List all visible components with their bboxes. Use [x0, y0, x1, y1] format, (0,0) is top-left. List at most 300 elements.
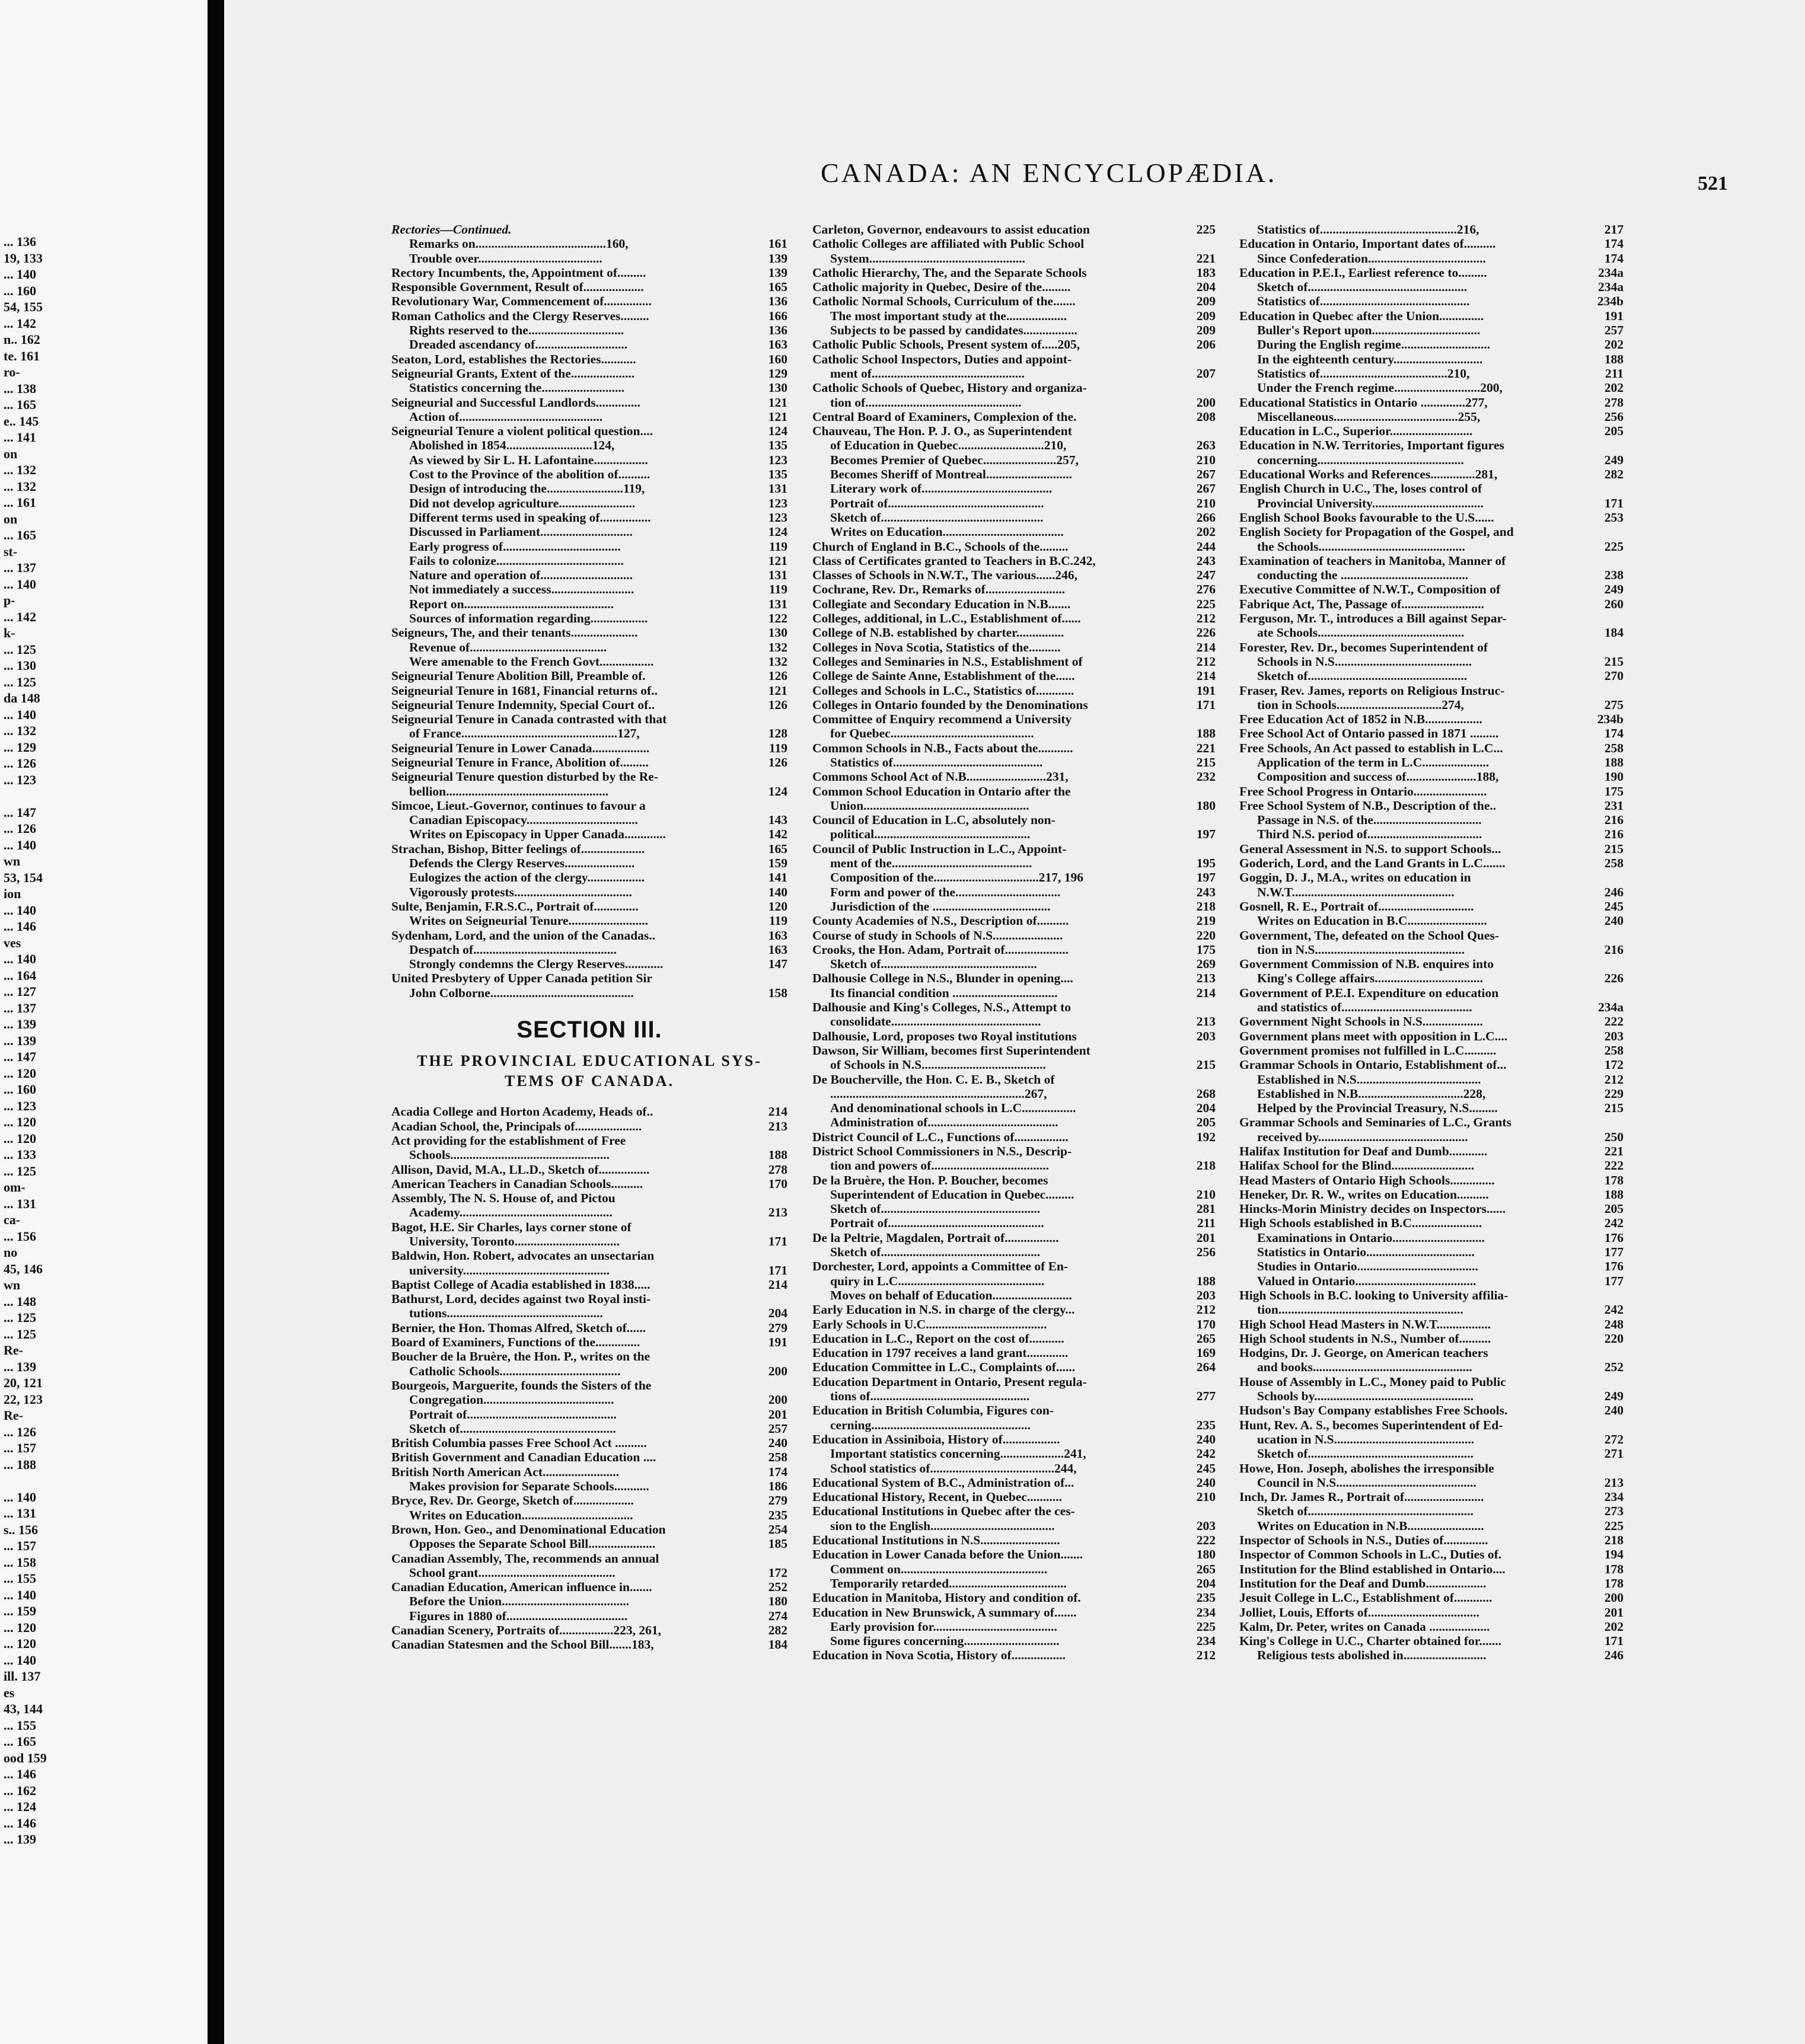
- index-column-1: [391, 222, 787, 1652]
- index-entry: [1239, 1605, 1624, 1620]
- index-entry-text: Fabrique Act, The, Passage of..........................: [1239, 596, 1484, 611]
- index-entry-text: School statistics of.......................................244,: [830, 1461, 1077, 1475]
- index-entry-text: Responsible Government, Result of...................: [391, 280, 644, 295]
- index-entry: [391, 222, 787, 237]
- index-entry-text: Seigneurial Tenure question disturbed by the Re-: [391, 769, 658, 784]
- index-entry: [391, 971, 787, 985]
- index-entry-text: concerning..............................................: [1257, 452, 1464, 467]
- index-entry: [812, 438, 1216, 452]
- index-entry-page: 119: [768, 539, 787, 554]
- index-entry-text: Executive Committee of N.W.T., Composition of: [1239, 582, 1501, 597]
- index-entry: [812, 1317, 1216, 1331]
- index-entry: [812, 1000, 1216, 1014]
- index-entry-page: 215: [1604, 654, 1624, 669]
- index-entry: [1239, 424, 1624, 438]
- index-entry-text: Did not develop agriculture........................: [409, 496, 636, 510]
- index-entry: [812, 1173, 1216, 1187]
- index-entry-text: Sketch of.................................................: [409, 1421, 616, 1436]
- index-entry: [391, 943, 787, 957]
- index-entry: [1239, 352, 1624, 366]
- index-entry: [391, 712, 787, 726]
- index-entry: [812, 654, 1216, 669]
- index-entry-text: Education in British Columbia, Figures con-: [812, 1403, 1054, 1418]
- index-entry-page: 197: [1196, 827, 1216, 842]
- index-entry-text: Government, The, defeated on the School Ques-: [1239, 928, 1499, 943]
- index-entry: [812, 726, 1216, 740]
- index-entry-text: Discussed in Parliament.............................: [409, 525, 633, 539]
- index-entry-page: 218: [1196, 1158, 1216, 1173]
- index-entry: [812, 1605, 1216, 1620]
- index-entry-page: 203: [1196, 1518, 1216, 1533]
- index-entry: [812, 525, 1216, 539]
- index-entry-page: 176: [1604, 1259, 1624, 1274]
- index-entry: [812, 266, 1216, 280]
- index-entry-text: Colleges in Nova Scotia, Statistics of the..........: [812, 640, 1061, 654]
- index-entry-text: Council in N.S............................................: [1257, 1475, 1476, 1490]
- index-entry-text: Revenue of...........................................: [409, 640, 607, 654]
- index-entry: [1239, 799, 1624, 813]
- index-entry-text: Union....................................................: [830, 798, 1029, 813]
- index-entry-text: Portrait of.................................................: [830, 1216, 1044, 1231]
- index-entry-text: Established in N.S.......................................: [1257, 1072, 1481, 1087]
- index-entry-text: Class of Certificates granted to Teachers in B.C.242,: [812, 553, 1096, 568]
- index-entry-text: Early Education in N.S. in charge of the clergy...: [812, 1302, 1075, 1317]
- index-entry-page: 178: [1604, 1561, 1624, 1576]
- section-subtitle: [391, 1051, 787, 1091]
- index-entry: [812, 1634, 1216, 1648]
- index-entry-page: 250: [1604, 1129, 1624, 1144]
- index-entry-page: 279: [768, 1320, 787, 1335]
- index-entry-text: Becomes Premier of Quebec.......................257,: [830, 452, 1079, 467]
- index-entry-page: 247: [1196, 568, 1216, 583]
- index-entry: [1239, 309, 1624, 323]
- index-entry-page: 258: [1604, 1043, 1624, 1058]
- index-entry: [1239, 1087, 1624, 1101]
- index-entry: [812, 1648, 1216, 1662]
- index-entry-page: 210: [1196, 1187, 1216, 1202]
- index-entry-page: 160: [768, 352, 787, 366]
- index-entry: [812, 1288, 1216, 1302]
- index-entry-page: 201: [1604, 1605, 1624, 1620]
- index-entry-text: Ferguson, Mr. T., introduces a Bill against Separ-: [1239, 611, 1507, 626]
- index-entry: [1239, 1375, 1624, 1389]
- index-entry-text: Statistics concerning the..........................: [409, 381, 625, 395]
- index-entry: [391, 1479, 787, 1493]
- index-entry: [812, 280, 1216, 294]
- index-entry-page: 226: [1196, 625, 1216, 640]
- index-entry-page: 210: [1196, 452, 1216, 467]
- index-entry-text: Simcoe, Lieut.-Governor, continues to favour a: [391, 798, 646, 813]
- index-entry-text: tion of.................................................: [830, 395, 1022, 410]
- index-entry: [1239, 1173, 1624, 1187]
- index-entry: [812, 712, 1216, 726]
- index-entry-text: Seigneurial Grants, Extent of the....................: [391, 366, 635, 381]
- index-entry-text: Government promises not fulfilled in L.C..........: [1239, 1043, 1497, 1058]
- index-entry: [1239, 1144, 1624, 1158]
- index-entry: [812, 1087, 1216, 1101]
- index-entry: [812, 1158, 1216, 1173]
- index-entry: [812, 337, 1216, 352]
- index-entry-text: Statistics of...............................................: [1257, 294, 1470, 309]
- index-entry: [1239, 337, 1624, 352]
- index-entry: [1239, 1620, 1624, 1634]
- index-entry: [812, 986, 1216, 1000]
- index-entry: [391, 539, 787, 554]
- index-entry-page: 122: [768, 611, 787, 626]
- index-entry: [812, 1519, 1216, 1533]
- section-subtitle-line-2: TEMS OF CANADA.: [505, 1072, 674, 1090]
- index-entry-text: Canadian Episcopacy...................................: [409, 813, 638, 828]
- index-entry: [1239, 899, 1624, 914]
- index-entry-page: 206: [1196, 337, 1216, 352]
- index-entry: [1239, 870, 1624, 884]
- index-entry-text: Central Board of Examiners, Complexion of the.: [812, 409, 1077, 424]
- index-entry: [391, 1522, 787, 1537]
- index-entry: [391, 510, 787, 525]
- index-entry-page: 171: [768, 1234, 787, 1248]
- index-entry-text: Bourgeois, Marguerite, founds the Sisters of the: [391, 1378, 652, 1393]
- index-entry: [391, 669, 787, 683]
- index-entry: [812, 1432, 1216, 1446]
- index-entry-text: ment of the............................................: [830, 856, 1032, 871]
- index-entry-text: ate Schools..............................................: [1257, 625, 1465, 640]
- index-entry-page: 221: [1196, 740, 1216, 755]
- index-entry-page: 218: [1604, 1533, 1624, 1548]
- index-entry-text: Miscellaneous.......................................255,: [1257, 409, 1481, 424]
- index-entry-page: 257: [1604, 323, 1624, 338]
- index-entry-text: Religious tests abolished in..........................: [1257, 1648, 1487, 1663]
- index-entry: [812, 597, 1216, 611]
- index-entry-page: 175: [1196, 942, 1216, 957]
- index-entry-text: Free Education Act of 1852 in N.B..................: [1239, 712, 1482, 727]
- index-entry-text: Council of Education in L.C, absolutely non-: [812, 813, 1055, 828]
- index-entry-page: 207: [1196, 366, 1216, 381]
- index-entry-text: Portrait of...............................................: [409, 1407, 617, 1422]
- index-entry-page: 267: [1196, 481, 1216, 496]
- index-entry-text: Seaton, Lord, establishes the Rectories...........: [391, 352, 636, 366]
- index-entry-text: Government Commission of N.B. enquires into: [1239, 957, 1494, 972]
- index-entry: [1239, 1547, 1624, 1561]
- index-entry: [1239, 467, 1624, 481]
- index-entry: [1239, 1043, 1624, 1058]
- index-entry: [812, 1058, 1216, 1072]
- index-entry-page: 225: [1604, 1518, 1624, 1533]
- index-entry-page: 220: [1196, 928, 1216, 943]
- index-entry: [1239, 1302, 1624, 1317]
- index-entry: [812, 1216, 1216, 1230]
- index-entry: [391, 726, 787, 740]
- index-entry: [391, 1493, 787, 1508]
- index-entry-page: 240: [1604, 1403, 1624, 1418]
- index-entry-page: 226: [1604, 971, 1624, 986]
- index-entry-text: Seigneurial Tenure in France, Abolition of.........: [391, 755, 649, 769]
- index-entry-text: Commons School Act of N.B.........................231,: [812, 769, 1069, 784]
- index-entry: [812, 251, 1216, 266]
- index-entry: [391, 1637, 787, 1652]
- index-entry-text: for Quebec.............................................: [830, 726, 1034, 741]
- index-entry-page: 121: [768, 553, 787, 568]
- book-gutter: [208, 0, 224, 2044]
- index-entry-page: 174: [1604, 237, 1624, 251]
- index-entry: [812, 899, 1216, 914]
- index-entry: [812, 1331, 1216, 1346]
- page-number: 521: [1698, 173, 1728, 194]
- index-entry-text: English School Books favourable to the U.S......: [1239, 510, 1494, 525]
- index-entry-page: 225: [1604, 539, 1624, 554]
- index-entry: [812, 827, 1216, 841]
- index-entry: [1239, 1389, 1624, 1403]
- index-entry-text: Institution for the Blind established in Ontario....: [1239, 1561, 1506, 1576]
- index-entry-page: 120: [768, 899, 787, 914]
- index-entry-page: 136: [768, 294, 787, 309]
- index-entry: [391, 323, 787, 337]
- index-entry: [812, 914, 1216, 928]
- index-entry-text: Government plans meet with opposition in L.C....: [1239, 1029, 1508, 1043]
- index-entry-text: Statistics of........................................210,: [1257, 366, 1470, 381]
- index-entry-text: High School Head Masters in N.W.T.................: [1239, 1317, 1491, 1331]
- index-entry-page: 177: [1604, 1245, 1624, 1260]
- index-entry: [1239, 438, 1624, 452]
- index-entry-text: Dalhousie College in N.S., Blunder in opening....: [812, 971, 1073, 986]
- index-entry: [812, 640, 1216, 654]
- index-entry-page: 282: [768, 1623, 787, 1638]
- index-entry: [391, 237, 787, 251]
- index-entry-text: ment of................................................: [830, 366, 1025, 381]
- index-entry: [1239, 1231, 1624, 1245]
- index-entry-page: 119: [768, 740, 787, 755]
- index-entry: [812, 870, 1216, 884]
- index-entry-text: Catholic Colleges are affiliated with Public School: [812, 237, 1085, 251]
- index-entry-page: 174: [1604, 251, 1624, 266]
- index-entry: [1239, 1202, 1624, 1216]
- index-entry-page: 234b: [1597, 294, 1624, 309]
- index-entry-text: Education Committee in L.C., Complaints of......: [812, 1360, 1076, 1375]
- index-entry-text: quiry in L.C..............................................: [830, 1273, 1045, 1288]
- index-column-1-section-entries: [391, 1104, 787, 1652]
- index-entry-text: Strachan, Bishop, Bitter feelings of....................: [391, 841, 645, 856]
- index-entry: [391, 625, 787, 640]
- index-entry-text: Dorchester, Lord, appoints a Committee of En-: [812, 1259, 1069, 1274]
- index-entry-text: Acadian School, the, Principals of.....................: [391, 1119, 642, 1133]
- index-entry: [812, 943, 1216, 957]
- index-entry: [391, 741, 787, 755]
- index-entry-text: Common School Education in Ontario after the: [812, 784, 1071, 799]
- index-entry: [812, 1389, 1216, 1403]
- index-entry: [1239, 625, 1624, 640]
- index-entry-text: Allison, David, M.A., LL.D., Sketch of................: [391, 1162, 650, 1177]
- index-entry: [391, 1162, 787, 1177]
- index-entry-text: Literary work of.........................................: [830, 481, 1053, 496]
- index-entry-page: 211: [1197, 1216, 1216, 1231]
- index-entry-page: 215: [1196, 1058, 1216, 1072]
- index-entry-page: 210: [1196, 1490, 1216, 1505]
- index-entry-text: In the eighteenth century............................: [1257, 352, 1483, 366]
- index-entry: [391, 481, 787, 496]
- index-entry-text: Free Schools, An Act passed to establish in L.C...: [1239, 740, 1503, 755]
- index-entry-text: Abolished in 1854...........................124,: [409, 438, 615, 453]
- index-entry: [812, 1014, 1216, 1029]
- index-entry-text: Statistics of...............................................: [830, 755, 1043, 769]
- index-entry: [391, 1450, 787, 1464]
- index-entry-page: 218: [1196, 899, 1216, 914]
- index-entry: [812, 813, 1216, 827]
- index-entry-page: 204: [1196, 1576, 1216, 1591]
- index-entry-page: 249: [1604, 582, 1624, 597]
- index-entry: [1239, 1187, 1624, 1202]
- index-entry-text: Sketch of..................................................: [1257, 669, 1468, 684]
- index-entry-page: 174: [1604, 726, 1624, 741]
- index-entry: [812, 1115, 1216, 1129]
- index-entry-page: 242: [1196, 1446, 1216, 1461]
- index-entry-page: 188: [1604, 1187, 1624, 1202]
- index-entry-page: 170: [1196, 1317, 1216, 1331]
- index-entry: [391, 1609, 787, 1623]
- index-entry: [391, 1133, 787, 1148]
- index-entry-page: 188: [1196, 1273, 1216, 1288]
- index-entry-page: 214: [1196, 640, 1216, 654]
- index-entry: [391, 1407, 787, 1422]
- index-entry: [1239, 1115, 1624, 1129]
- index-entry-page: 205: [1604, 424, 1624, 439]
- index-entry-page: 214: [768, 1277, 787, 1292]
- index-entry-text: Inch, Dr. James R., Portrait of.........................: [1239, 1490, 1484, 1505]
- index-entry: [812, 453, 1216, 467]
- index-entry-text: Nature and operation of.............................: [409, 568, 633, 583]
- index-entry-text: Roman Catholics and the Clergy Reserves.........: [391, 308, 649, 323]
- index-entry-page: 215: [1604, 841, 1624, 856]
- index-entry-page: 216: [1604, 827, 1624, 842]
- index-entry-text: Writes on Education in N.B........................: [1257, 1518, 1484, 1533]
- index-entry: [391, 1623, 787, 1637]
- index-column-2: [812, 222, 1216, 1663]
- index-entry-text: Institution for the Deaf and Dumb...................: [1239, 1576, 1487, 1591]
- index-entry-text: Studies in Ontario......................................: [1257, 1259, 1478, 1274]
- index-entry-text: Since Confederation.....................................: [1257, 251, 1486, 266]
- index-entry-text: Writes on Education in B.C.........................: [1257, 914, 1487, 928]
- index-entry-text: Catholic School Inspectors, Duties and appoint-: [812, 352, 1072, 366]
- index-entry-text: Portrait of.................................................: [830, 496, 1044, 510]
- index-entry-text: Education in L.C., Report on the cost of...........: [812, 1331, 1064, 1346]
- index-entry: [1239, 1490, 1624, 1504]
- index-entry: [1239, 1576, 1624, 1591]
- index-entry: [1239, 1216, 1624, 1230]
- index-entry: [391, 266, 787, 280]
- index-entry-text: Dawson, Sir William, becomes first Superintendent: [812, 1043, 1090, 1058]
- index-entry-page: 209: [1196, 308, 1216, 323]
- index-entry-text: Early Schools in U.C......................................: [812, 1317, 1047, 1331]
- index-entry-page: 221: [1604, 1144, 1624, 1158]
- index-entry-text: Jolliet, Louis, Efforts of...................................: [1239, 1605, 1479, 1620]
- index-entry-text: Despatch of.............................................: [409, 942, 617, 957]
- index-entry-page: 213: [1604, 1475, 1624, 1490]
- index-entry-page: 203: [1196, 1029, 1216, 1043]
- index-entry-page: 214: [1196, 985, 1216, 1000]
- index-entry: [1239, 381, 1624, 395]
- index-entry-text: Goggin, D. J., M.A., writes on education in: [1239, 870, 1471, 885]
- index-entry-page: 143: [768, 813, 787, 828]
- index-entry: [1239, 611, 1624, 625]
- index-entry-text: the Schools..............................................: [1257, 539, 1465, 554]
- index-entry-text: Before the Union........................................: [409, 1594, 630, 1609]
- index-entry-page: 215: [1604, 1101, 1624, 1116]
- index-entry-text: House of Assembly in L.C., Money paid to Public: [1239, 1374, 1506, 1389]
- index-entry-text: Becomes Sheriff of Montreal...........................: [830, 467, 1073, 482]
- index-entry-text: Classes of Schools in N.W.T., The various......246,: [812, 568, 1077, 583]
- index-entry-text: Seigneurial Tenure in 1681, Financial returns of..: [391, 683, 658, 698]
- index-entry-text: Education in Nova Scotia, History of.................: [812, 1648, 1066, 1663]
- index-entry: [1239, 1591, 1624, 1605]
- index-entry-page: 263: [1196, 438, 1216, 453]
- index-entry: [391, 1177, 787, 1191]
- index-entry-text: Free School Act of Ontario passed in 1871 .........: [1239, 726, 1499, 741]
- index-entry-page: 240: [1196, 1432, 1216, 1446]
- index-entry-text: Provincial University...................................: [1257, 496, 1484, 510]
- index-entry-page: 264: [1196, 1360, 1216, 1375]
- index-entry-text: Sketch of..................................................: [1257, 280, 1468, 295]
- index-entry-text: ucation in N.S............................................: [1257, 1432, 1475, 1446]
- index-entry-page: 245: [1196, 1461, 1216, 1475]
- index-entry-page: 135: [768, 438, 787, 453]
- index-entry-page: 202: [1196, 525, 1216, 539]
- index-entry: [1239, 957, 1624, 971]
- index-entry: [812, 769, 1216, 784]
- index-entry: [391, 1119, 787, 1133]
- index-entry-page: 190: [1604, 769, 1624, 784]
- index-entry-text: High Schools established in B.C......................: [1239, 1216, 1482, 1231]
- index-entry-page: 234a: [1598, 280, 1624, 295]
- index-entry: [812, 669, 1216, 683]
- index-entry-text: Catholic Normal Schools, Curriculum of the.......: [812, 294, 1076, 309]
- index-entry: [1239, 943, 1624, 957]
- index-entry-page: 240: [1604, 914, 1624, 928]
- index-entry-text: Chauveau, The Hon. P. J. O., as Superintendent: [812, 424, 1072, 439]
- index-entry-text: British Columbia passes Free School Act ..........: [391, 1436, 647, 1451]
- index-entry-page: 130: [768, 381, 787, 395]
- index-entry: [812, 467, 1216, 481]
- index-entry: [1239, 1288, 1624, 1302]
- index-entry-text: Education in Lower Canada before the Union.......: [812, 1547, 1083, 1562]
- index-entry-text: tion..........................................................: [1257, 1302, 1463, 1317]
- index-entry-page: 212: [1196, 1648, 1216, 1663]
- index-entry: [391, 769, 787, 784]
- index-entry-page: 121: [768, 395, 787, 410]
- index-entry: [1239, 323, 1624, 337]
- index-entry: [391, 957, 787, 971]
- index-entry-page: 178: [1604, 1576, 1624, 1591]
- index-entry-text: British North American Act........................: [391, 1464, 619, 1479]
- index-entry-page: 205: [1196, 1115, 1216, 1130]
- index-entry: [391, 1594, 787, 1608]
- index-entry-text: Educational System of B.C., Administration of...: [812, 1475, 1074, 1490]
- index-entry-page: 147: [768, 957, 787, 972]
- index-entry: [812, 1346, 1216, 1360]
- index-entry: [812, 799, 1216, 813]
- index-entry-text: Design of introducing the........................119,: [409, 481, 645, 496]
- index-entry-text: Statistics of...........................................216,: [1257, 222, 1479, 237]
- index-entry-page: 139: [768, 251, 787, 266]
- index-entry-text: university..............................................: [409, 1263, 610, 1278]
- index-entry-text: De la Bruère, the Hon. P. Boucher, becomes: [812, 1173, 1048, 1187]
- index-entry-text: Fails to colonize........................................: [409, 553, 624, 568]
- index-entry: [1239, 640, 1624, 654]
- index-entry-text: bellion...................................................: [409, 784, 609, 799]
- index-entry: [391, 640, 787, 654]
- index-entry: [812, 684, 1216, 698]
- index-entry-page: 234: [1196, 1605, 1216, 1620]
- index-entry-page: 184: [768, 1637, 787, 1652]
- index-entry-page: 141: [768, 870, 787, 885]
- index-entry-text: Trouble over.......................................: [409, 251, 602, 266]
